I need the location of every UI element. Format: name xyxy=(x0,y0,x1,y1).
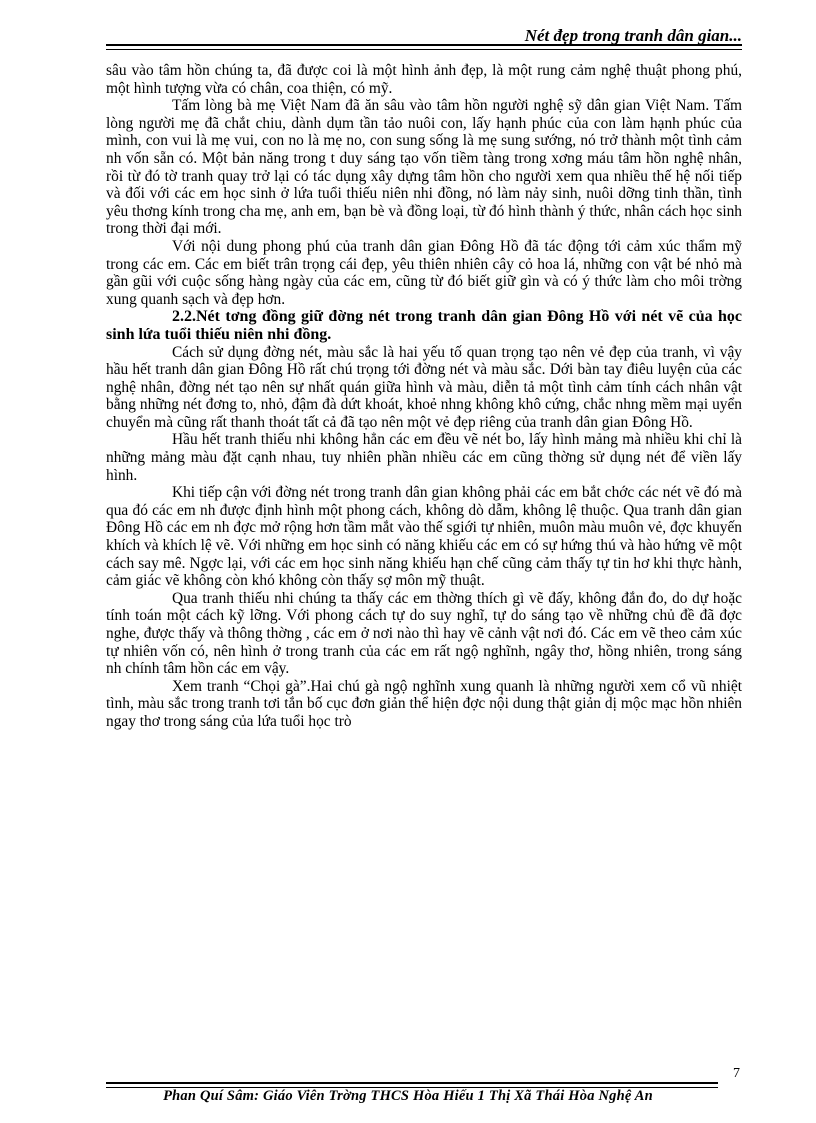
paragraph-7: Qua tranh thiếu nhi chúng ta thấy các em thờng thích gì vẽ đấy, không đắn đo, do dự hoặc tính toán một cách kỹ lỡng. Với phong cách tự do suy nghĩ, tự do sáng tạo về những chủ đề đã đợc nghe, được thấy và thông thờng , các em ở nơi nào thì hay vẽ cảnh vật nơi đó. Các em vẽ theo cảm xúc tự nhiên vốn có, nên hình ở trong tranh của các em rất ngộ nghĩnh, ngây thơ, hồng nhiên, trong sáng nh chính tâm hồn các em vậy. xyxy=(106,589,742,678)
header-divider xyxy=(106,44,742,50)
paragraph-4: Cách sử dụng đờng nét, màu sắc là hai yếu tố quan trọng tạo nên vẻ đẹp của tranh, vì vậy hầu hết tranh dân gian Đông Hồ rất chú trọng tới đờng nét và màu sắc. Dới bàn tay điêu luyện của các nghệ nhân, đờng nét tạo nên sự nhất quán giữa hình và màu, diễn tả một tình cảm tính cách nhân vật bằng những nét đơng to, nhỏ, đậm đà dứt khoát, khoẻ nhng không khô cứng, chắc nhng mềm mại uyển chuyển mà cũng rất thanh thoát tất cả đã tạo nên một vẻ đẹp riêng của tranh dân gian Đông Hồ. xyxy=(106,343,742,431)
paragraph-8: Xem tranh “Chọi gà”.Hai chú gà ngộ nghĩnh xung quanh là những người xem cổ vũ nhiệt tình, màu sắc trong tranh tơi tắn bố cục đơn giản thể hiện đợc nội dung thật giản dị mộc mạc hồn nhiên ngay thơ trong sáng của lứa tuổi học trò xyxy=(106,677,742,730)
page-number: 7 xyxy=(733,1066,740,1081)
paragraph-3: Với nội dung phong phú của tranh dân gian Đông Hồ đã tác động tới cảm xúc thẩm mỹ trong các em. Các em biết trân trọng cái đẹp, yêu thiên nhiên cây cỏ hoa lá, những con vật bé nhỏ mà gần gũi với cuộc sống hàng ngày của các em, cũng từ đó biết giữ gìn và có ý thức làm cho môi trờng xung quanh sạch và đẹp hơn. xyxy=(106,237,742,308)
page-header-title: Nét đẹp trong tranh dân gian... xyxy=(524,26,742,45)
section-heading: 2.2.Nét tơng đồng giữ đờng nét trong tranh dân gian Đông Hồ với nét vẽ của học sinh lứa tuổi thiếu niên nhi đồng. xyxy=(106,308,742,343)
paragraph-1: sâu vào tâm hồn chúng ta, đã được coi là một hình ảnh đẹp, là một rung cảm nghệ thuật phong phú, một hình tượng vừa có chân, coa thiện, có mỹ. xyxy=(106,62,742,97)
paragraph-5: Hầu hết tranh thiếu nhi không hẳn các em đều vẽ nét bo, lấy hình mảng mà nhiều khi chỉ là những mảng màu đặt cạnh nhau, tuy nhiên phần nhiều các em cũng thờng sử dụng nét để viền lấy hình. xyxy=(106,431,742,484)
paragraph-6: Khi tiếp cận với đờng nét trong tranh dân gian không phải các em bắt chớc các nét vẽ đó mà qua đó các em nh được định hình một phong cách, không dò dẫm, không lệ thuộc. Qua tranh dân gian Đông Hồ các em nh đợc mở rộng hơn tầm mắt vào thế sgiới tự nhiên, muôn màu muôn vẻ, đợc khuyến khích và khích lệ vẽ. Với những em học sinh có năng khiếu các em có sự hứng thú và hào hứng vẽ một cách say mê. Ngợc lại, với các em học sinh năng khiếu hạn chế cũng cảm thấy tự tin hơ khi thực hành, cảm giác vẽ không còn khó không còn thấy sợ môn mỹ thuật. xyxy=(106,484,742,590)
page-footer: Phan Quí Sâm: Giáo Viên Trờng THCS Hòa Hiếu 1 Thị Xã Thái Hòa Nghệ An xyxy=(163,1088,653,1104)
paragraph-2: Tấm lòng bà mẹ Việt Nam đã ăn sâu vào tâm hồn người nghệ sỹ dân gian Việt Nam. Tấm lòng người mẹ đã chắt chiu, dành dụm tần tảo nuôi con, lấy hạnh phúc của con làm hạnh phúc của mình, con vui là mẹ vui, con no là mẹ no, con sung sống là mẹ sung sướng, nó trở thành một tình cảm nh vốn sẵn có. Một bản năng trong t duy sáng tạo vốn tiềm tàng trong xơng máu tâm hồn nghệ nhân, rồi từ đó tờ tranh quay trở lại có tác dụng xây dựng tâm hồn cho người xem qua nhiều thế hệ nối tiếp và đối với các em học sinh ở lứa tuổi thiếu niên nhi đồng, nó làm nảy sinh, nuôi dỡng tinh thần, tình yêu thơng kính trong cha mẹ, anh em, bạn bè và đồng loại, từ đó hình thành ý thức, nhân cách học sinh trong thời đại mới. xyxy=(106,97,742,238)
document-body xyxy=(106,62,742,731)
